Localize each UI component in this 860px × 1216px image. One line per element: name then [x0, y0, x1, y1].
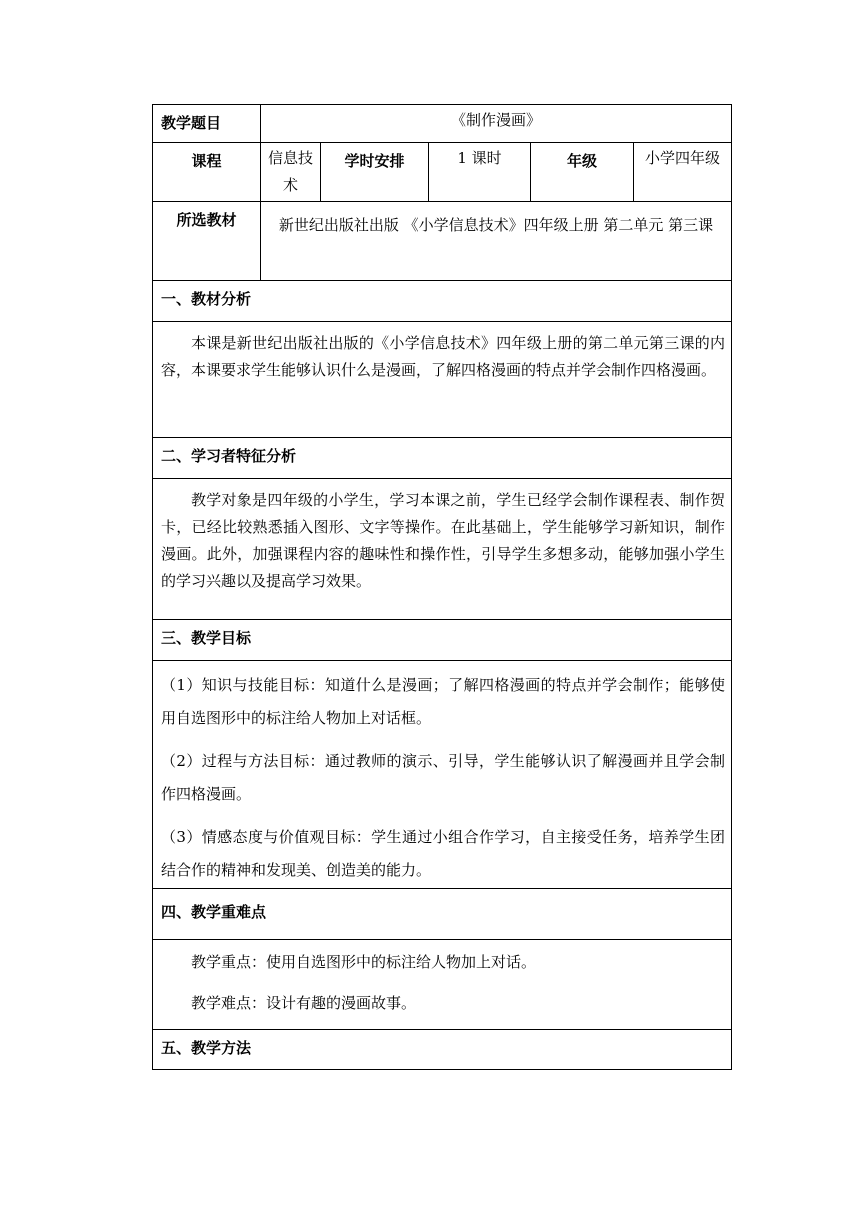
section-analysis-body: 本课是新世纪出版社出版的《小学信息技术》四年级上册的第二单元第三课的内容，本课要求学生能够认识什么是漫画，了解四格漫画的特点并学会制作四格漫画。: [153, 322, 732, 438]
goal-knowledge: （1）知识与技能目标：知道什么是漫画；了解四格漫画的特点并学会制作；能够使用自选图形中的标注给人物加上对话框。: [161, 676, 725, 727]
section-goals-body: [153, 661, 732, 889]
goal-process: （2）过程与方法目标：通过教师的演示、引导，学生能够认识了解漫画并且学会制作四格漫画。: [161, 752, 725, 803]
section-learner-body: 教学对象是四年级的小学生，学习本课之前，学生已经学会制作课程表、制作贺卡，已经比较熟悉插入图形、文字等操作。在此基础上，学生能够学习新知识，制作漫画。此外，加强课程内容的趣味性和操作性，引导学生多想多动，能够加强小学生的学习兴趣以及提高学习效果。: [153, 479, 732, 620]
topic-value: 《制作漫画》: [261, 105, 732, 143]
grade-value: 小学四年级: [634, 143, 732, 202]
grade-label: 年级: [531, 143, 634, 202]
section-analysis-title: 一、教材分析: [153, 281, 732, 322]
hours-label: 学时安排: [321, 143, 429, 202]
course-label: 课程: [153, 143, 261, 202]
section-goals-title: 三、教学目标: [153, 620, 732, 661]
hours-value: 1 课时: [429, 143, 531, 202]
difficult-point: 教学难点：设计有趣的漫画故事。: [191, 994, 417, 1012]
section-methods-title: 五、教学方法: [153, 1030, 732, 1070]
section-learner-title: 二、学习者特征分析: [153, 438, 732, 479]
lesson-plan-table: [152, 104, 732, 1070]
material-label: 所选教材: [153, 202, 261, 281]
course-value: 信息技术: [261, 143, 321, 202]
material-value: 新世纪出版社出版 《小学信息技术》四年级上册 第二单元 第三课: [261, 202, 732, 281]
section-keypoints-title: 四、教学重难点: [153, 889, 732, 940]
goal-attitude: （3）情感态度与价值观目标：学生通过小组合作学习，自主接受任务，培养学生团结合作的精神和发现美、创造美的能力。: [161, 828, 725, 879]
key-point: 教学重点：使用自选图形中的标注给人物加上对话。: [191, 953, 537, 971]
section-keypoints-body: [153, 940, 732, 1030]
topic-label: 教学题目: [153, 105, 261, 143]
